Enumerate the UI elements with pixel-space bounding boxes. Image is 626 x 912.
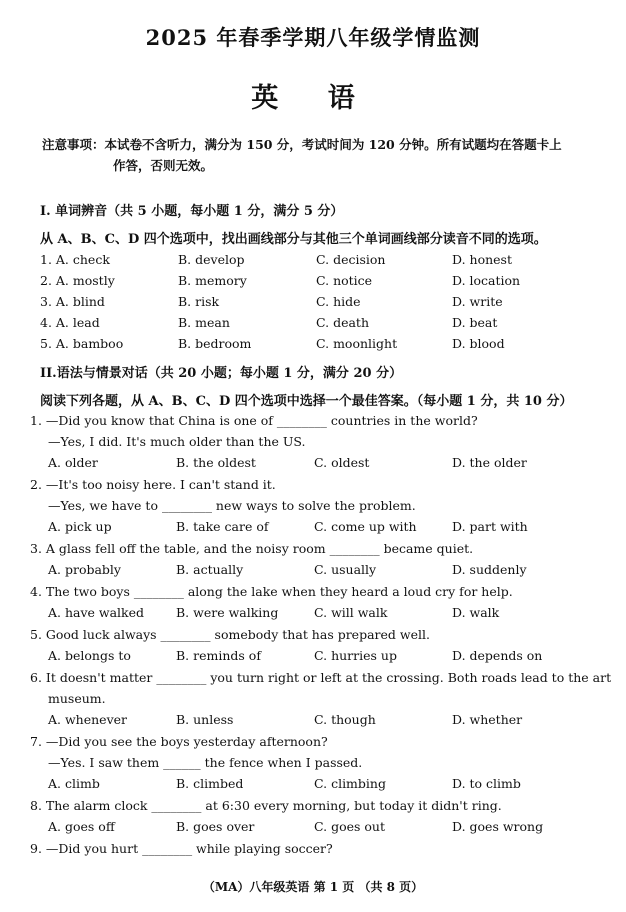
question-stem-continued: —Yes. I saw them ______ the fence when I passed.: [48, 755, 363, 770]
answer-option: A. have walked: [48, 605, 145, 620]
section1-heading: I. 单词辨音（共 5 小题，每小题 1 分，满分 5 分）: [40, 204, 344, 219]
answer-option: D. part with: [452, 519, 528, 534]
question-stem-continued: museum.: [48, 691, 106, 706]
exam-title: 2025 年春季学期八年级学情监测: [145, 25, 481, 50]
page-footer: （MA）八年级英语 第 1 页 （共 8 页）: [202, 880, 424, 894]
word-option: 5. A. bamboo: [40, 336, 124, 351]
word-option: B. develop: [178, 252, 245, 267]
notice-block: [42, 134, 602, 176]
answer-option: C. come up with: [314, 519, 417, 534]
word-option: C. notice: [316, 273, 373, 288]
answer-option: C. usually: [314, 562, 377, 577]
word-option: 3. A. blind: [40, 294, 105, 309]
answer-option: C. will walk: [314, 605, 388, 620]
answer-option: D. whether: [452, 712, 523, 727]
answer-option: B. take care of: [176, 519, 269, 534]
answer-option: A. probably: [48, 562, 121, 577]
answer-option: A. whenever: [48, 712, 128, 727]
word-option: 2. A. mostly: [40, 273, 115, 288]
answer-option: A. pick up: [48, 519, 112, 534]
word-option: C. hide: [316, 294, 361, 309]
word-option: D. write: [452, 294, 503, 309]
answer-option: B. unless: [176, 712, 234, 727]
word-option: D. honest: [452, 252, 512, 267]
answer-option: B. reminds of: [176, 648, 261, 663]
word-option: B. memory: [178, 273, 247, 288]
answer-option: B. actually: [176, 562, 244, 577]
question-stem: 5. Good luck always ________ somebody that has prepared well.: [30, 627, 430, 642]
notice-line-2: 作答，否则无效。: [113, 158, 214, 173]
word-option: 1. A. check: [40, 252, 110, 267]
question-stem-continued: —Yes, I did. It's much older than the US.: [48, 434, 306, 449]
word-option: C. moonlight: [316, 336, 398, 351]
word-option: C. decision: [316, 252, 386, 267]
word-option: D. beat: [452, 315, 498, 330]
answer-option: A. older: [48, 455, 98, 470]
question-stem: 1. —Did you know that China is one of ________ countries in the world?: [30, 413, 478, 428]
answer-option: C. goes out: [314, 819, 385, 834]
answer-option: D. the older: [452, 455, 527, 470]
question-stem-continued: —Yes, we have to ________ new ways to solve the problem.: [48, 498, 416, 513]
section2-instruction: 阅读下列各题，从 A、B、C、D 四个选项中选择一个最佳答案。（每小题 1 分，共 10 分）: [40, 394, 573, 409]
answer-option: B. the oldest: [176, 455, 256, 470]
word-option: B. mean: [178, 315, 230, 330]
answer-option: D. to climb: [452, 776, 521, 791]
answer-option: C. oldest: [314, 455, 370, 470]
answer-option: B. climbed: [176, 776, 244, 791]
notice-label: 注意事项：: [42, 137, 105, 152]
word-option: D. blood: [452, 336, 505, 351]
question-stem: 9. —Did you hurt ________ while playing soccer?: [30, 841, 333, 856]
question-stem: 7. —Did you see the boys yesterday afternoon?: [30, 734, 328, 749]
word-option: D. location: [452, 273, 521, 288]
answer-option: C. climbing: [314, 776, 386, 791]
answer-option: B. goes over: [176, 819, 255, 834]
question-stem: 8. The alarm clock ________ at 6:30 every morning, but today it didn't ring.: [30, 798, 502, 813]
question-stem: 4. The two boys ________ along the lake when they heard a loud cry for help.: [30, 584, 513, 599]
subject-title: 英 语: [251, 83, 375, 114]
answer-option: C. hurries up: [314, 648, 397, 663]
question-stem: 6. It doesn't matter ________ you turn right or left at the crossing. Both roads lead to the art: [30, 670, 612, 685]
answer-option: D. goes wrong: [452, 819, 544, 834]
section2-heading: II.语法与情景对话（共 20 小题；每小题 1 分，满分 20 分）: [40, 366, 403, 381]
section1-instruction: 从 A、B、C、D 四个选项中，找出画线部分与其他三个单词画线部分读音不同的选项。: [40, 232, 547, 247]
word-option: 4. A. lead: [40, 315, 100, 330]
word-option: B. bedroom: [178, 336, 252, 351]
answer-option: D. suddenly: [452, 562, 527, 577]
answer-option: A. goes off: [48, 819, 115, 834]
question-stem: 2. —It's too noisy here. I can't stand it.: [30, 477, 276, 492]
answer-option: D. walk: [452, 605, 500, 620]
answer-option: B. were walking: [176, 605, 279, 620]
notice-line-1: 本试卷不含听力，满分为 150 分，考试时间为 120 分钟。所有试题均在答题卡上: [104, 137, 562, 152]
word-option: C. death: [316, 315, 369, 330]
answer-option: D. depends on: [452, 648, 543, 663]
answer-option: C. though: [314, 712, 376, 727]
word-option: B. risk: [178, 294, 220, 309]
answer-option: A. climb: [48, 776, 100, 791]
question-stem: 3. A glass fell off the table, and the noisy room ________ became quiet.: [30, 541, 474, 556]
answer-option: A. belongs to: [48, 648, 131, 663]
